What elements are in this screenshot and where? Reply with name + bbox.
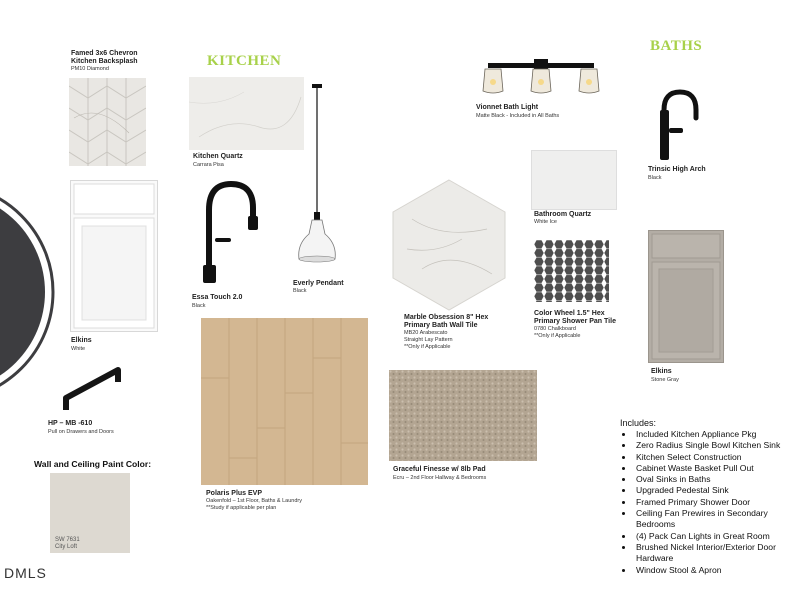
bath-light-name: Vionnet Bath Light bbox=[476, 104, 539, 111]
includes-item: • Zero Radius Single Bowl Kitchen Sink bbox=[634, 440, 792, 451]
hex-tile-detail1: MB20 Arabescato bbox=[404, 330, 448, 336]
kitchen-cabinet-detail: White bbox=[71, 346, 86, 352]
flooring-detail1: Oakenfold – 1st Floor, Baths & Laundry bbox=[206, 498, 303, 504]
hex-tile-detail3: **Only if Applicable bbox=[404, 344, 451, 350]
shower-tile-swatch bbox=[534, 240, 609, 302]
hex-tile-swatch bbox=[392, 179, 506, 311]
bath-faucet-detail: Black bbox=[648, 175, 662, 181]
includes-item: • Oval Sinks in Baths bbox=[634, 474, 792, 485]
bath-light-detail: Matte Black - Included in All Baths bbox=[476, 113, 560, 119]
bath-cabinet-detail: Stone Gray bbox=[651, 377, 679, 383]
shower-tile-name: Color Wheel 1.5" Hex Primary Shower Pan Tile bbox=[534, 310, 616, 325]
flooring-swatch bbox=[201, 318, 368, 485]
hex-tile-name: Marble Obsession 8" Hex Primary Bath Wall Tile bbox=[404, 314, 489, 329]
bathroom-quartz-swatch bbox=[531, 150, 617, 210]
paint-swatch bbox=[50, 473, 130, 553]
bathroom-quartz-name: Bathroom Quartz bbox=[534, 211, 592, 218]
includes-item: • Window Stool & Apron bbox=[634, 565, 792, 576]
includes-item: • Brushed Nickel Interior/Exterior Door Hardware bbox=[634, 542, 792, 565]
bath-cabinet-swatch bbox=[648, 230, 724, 363]
carpet-detail: Ecru – 2nd Floor Hallway & Bedrooms bbox=[393, 475, 487, 481]
hardware-name: HP – MB -610 bbox=[48, 420, 93, 427]
bath-light bbox=[478, 55, 604, 97]
includes-list bbox=[620, 429, 792, 576]
backsplash-swatch bbox=[69, 78, 146, 166]
bath-cabinet-name: Elkins bbox=[651, 368, 672, 375]
decorative-circle bbox=[0, 185, 58, 400]
pendant-detail: Black bbox=[293, 288, 307, 294]
paint-code: SW 7631 bbox=[55, 537, 80, 543]
includes-item: • Kitchen Select Construction bbox=[634, 452, 792, 463]
kitchen-quartz-name: Kitchen Quartz bbox=[193, 153, 243, 160]
carpet-name: Graceful Finesse w/ 8lb Pad bbox=[393, 466, 486, 473]
carpet-swatch bbox=[389, 370, 537, 461]
includes-item: • Ceiling Fan Prewires in Secondary Bedrooms bbox=[634, 508, 792, 531]
kitchen-cabinet-name: Elkins bbox=[71, 337, 92, 344]
backsplash-name: Famed 3x6 Chevron Kitchen Backsplash bbox=[71, 50, 138, 65]
includes-item: • Included Kitchen Appliance Pkg bbox=[634, 429, 792, 440]
kitchen-faucet-name: Essa Touch 2.0 bbox=[192, 294, 243, 301]
includes-item: • (4) Pack Can Lights in Great Room bbox=[634, 531, 792, 542]
includes-item: • Upgraded Pedestal Sink bbox=[634, 485, 792, 496]
cabinet-pull bbox=[60, 364, 130, 414]
flooring-name: Polaris Plus EVP bbox=[206, 490, 263, 497]
pendant-name: Everly Pendant bbox=[293, 280, 344, 287]
paint-name: City Loft bbox=[55, 544, 78, 550]
paint-heading: Wall and Ceiling Paint Color: bbox=[34, 459, 152, 469]
includes-item: • Framed Primary Shower Door bbox=[634, 497, 792, 508]
kitchen-faucet bbox=[195, 180, 265, 290]
bathroom-quartz-detail: White Ice bbox=[534, 219, 557, 225]
includes-item: • Cabinet Waste Basket Pull Out bbox=[634, 463, 792, 474]
shower-tile-detail2: **Only if Applicable bbox=[534, 333, 581, 339]
backsplash-detail: PM10 Diamond bbox=[71, 66, 109, 72]
watermark: DMLS bbox=[4, 565, 47, 581]
kitchen-quartz-detail: Carrara Pisa bbox=[193, 162, 224, 168]
bath-faucet-name: Trinsic High Arch bbox=[648, 166, 706, 173]
baths-heading: BATHS bbox=[650, 38, 703, 54]
kitchen-quartz-swatch bbox=[189, 77, 304, 150]
shower-tile-detail1: 0780 Chalkboard bbox=[534, 326, 576, 332]
bath-faucet bbox=[656, 88, 708, 163]
kitchen-cabinet-swatch bbox=[70, 180, 158, 332]
kitchen-faucet-detail: Black bbox=[192, 303, 206, 309]
hex-tile-detail2: Straight Lay Pattern bbox=[404, 337, 453, 343]
kitchen-heading: KITCHEN bbox=[207, 53, 282, 69]
flooring-detail2: **Study if applicable per plan bbox=[206, 505, 277, 511]
includes-heading: Includes: bbox=[620, 418, 657, 428]
pendant-light bbox=[295, 84, 340, 269]
hardware-detail: Pull on Drawers and Doors bbox=[48, 429, 114, 435]
